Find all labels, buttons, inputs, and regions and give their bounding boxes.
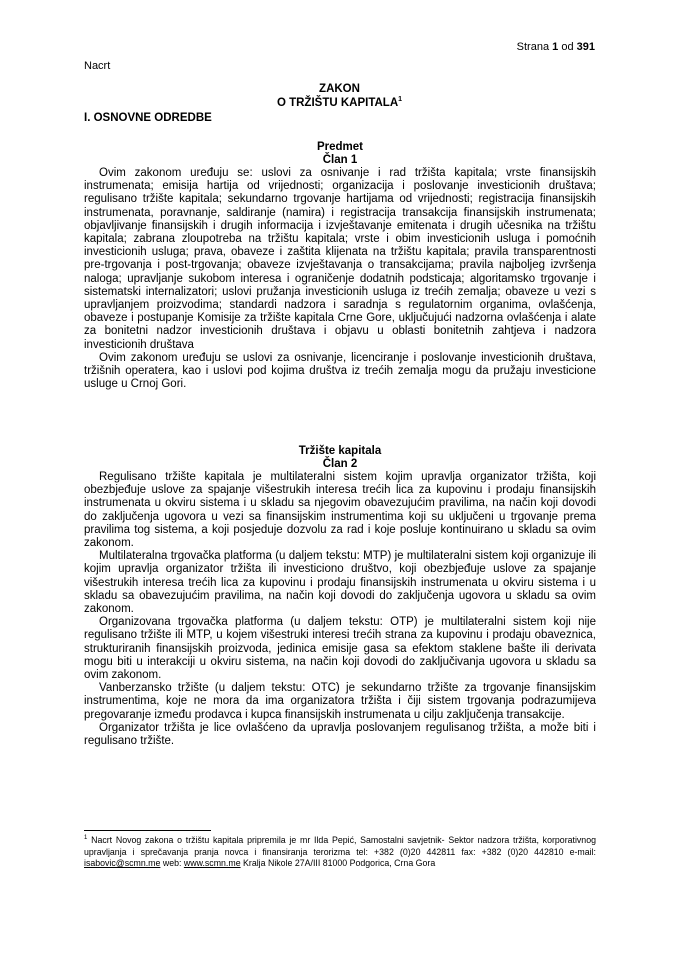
email-link[interactable]: isabovic@scmn.me xyxy=(84,858,161,869)
law-title-text: O TRŽIŠTU KAPITALA xyxy=(276,97,399,109)
paragraph: Vanberzansko tržište (u daljem tekstu: OTC) je sekundarno tržište za trgovanje finansijskim instrumentima, koje ne mora da ima organizatora tržišta i čiji sistem trgovanja podrazumijeva pregovaranje između prodavca i kupca finansijskih instrumenata u cilju zaključenja transakcije. xyxy=(84,682,596,721)
chapter-heading: I. OSNOVNE ODREDBE xyxy=(84,112,212,124)
section-trziste-kapitala xyxy=(84,445,596,748)
law-title-line1: ZAKON xyxy=(319,83,360,95)
paragraph: Organizator tržišta je lice ovlašćeno da upravlja poslovanjem regulisanog tržišta, a može biti i regulisano tržište. xyxy=(84,721,596,748)
article-number: Član 2 xyxy=(322,458,358,470)
footnote xyxy=(84,835,596,870)
paragraph: Regulisano tržište kapitala je multilateralni sistem kojim upravlja organizator tržišta, koji obezbjeđuje uslove za spajanje višestrukih interesa trećih lica za kupovinu i prodaju finansijskih instrumenata u okviru sistema i u skladu sa njegovim obavezujućim pravilima, na način koji dovodi do zaključenja ugovora u vezi sa finansijskim instrumentima koji su uključeni u trgovanje prema pravilima tog sistema, a koji posjeduje dozvolu za rad i koje posluje kontinuirano u skladu sa ovim zakonom. xyxy=(84,471,596,550)
footnote-mark: 1 xyxy=(84,835,88,842)
section-heading: Tržište kapitala xyxy=(298,445,382,457)
footnote-divider xyxy=(84,830,211,831)
page-sep: od xyxy=(561,41,574,53)
law-title-line2 xyxy=(0,96,679,110)
paragraph: Ovim zakonom uređuju se uslovi za osnivanje, licenciranje i poslovanje investicionih društava, tržišnih operatera, kao i uslovi pod kojima društva iz trećih zemalja mogu da pružaju investicione usluge u Crnoj Gori. xyxy=(84,351,596,391)
page-prefix: Strana xyxy=(516,41,550,53)
web-link[interactable]: www.scmn.me xyxy=(183,858,241,869)
section-heading: Predmet xyxy=(316,141,364,153)
paragraph: Multilateralna trgovačka platforma (u daljem tekstu: MTP) je multilateralni sistem koji organizuje ili kojim upravlja organizator tržišta ili investiciono društvo, koji obezbjeđuje uslove za spajanje višestrukih interesa trećih lica za kupovinu i prodaju finansijskih instrumenata u okviru sistema i u skladu sa obavezujućim pravilima, na način koji dovodi do zaključenja ugovora u skladu sa ovim zakonom. xyxy=(84,550,596,616)
draft-label: Nacrt xyxy=(84,60,111,72)
page-total: 391 xyxy=(576,41,595,53)
paragraph: Organizovana trgovačka platforma (u daljem tekstu: OTP) je multilateralni sistem koji nije regulisano tržište ili MTP, u kojem višestruki interesi trećih strana za kupovinu i prodaju obaveznica, strukturiranih finansijskih proizvoda, jedinica emisije gasa sa efektom staklene bašte ili derivata mogu biti u interakciji u okviru sistema, na način koji dovodi do zaključivanja ugovora u skladu sa ovim zakonom. xyxy=(84,616,596,682)
page-number xyxy=(517,41,595,53)
law-title xyxy=(0,82,679,110)
footnote-ref[interactable]: 1 xyxy=(398,96,403,104)
footnote-address: Kralja Nikole 27A/III 81000 Podgorica, Crna Gora xyxy=(240,858,436,869)
footnote-text: Nacrt Novog zakona o tržištu kapitala pripremila je mr Ilda Pepić, Samostalni savjetnik- Sektor nadzora tržišta, korporativnog upravljanja i sprečavanja pranja novca i finansiranja terorizma tel: +382 (0)20 442811 fax: +382 (0)20 442810 e-mail: xyxy=(84,835,596,857)
page-current: 1 xyxy=(552,41,559,53)
section-predmet xyxy=(84,141,596,391)
article-number: Član 1 xyxy=(322,154,358,166)
web-label: web: xyxy=(160,858,184,869)
paragraph: Ovim zakonom uređuju se: uslovi za osnivanje i rad tržišta kapitala; vrste finansijskih instrumenata; emisija hartija od vrijednosti; organizacija i poslovanje investicionih društava; regulisano tržište kapitala; sekundarno trgovanje hartijama od vrijednosti; registracija finansijskih instrumenata, poravnanje, saldiranje (namira) i registracija transakcija finansijskih instrumenata; objavljivanje finansijskih i drugih informacija i izvještavanje emitenata i drugih učesnika na tržištu kapitala; zabrana zloupotreba na tržištu kapitala; vrste i obim investicionih usluga i pomoćnih investicionih usluga; prava, obaveze i zaštita klijenata na tržištu kapitala; pravila transparentnosti pre-trgovanja i post-trgovanja; obaveze izvještavanja o transakcijama; pravila najboljeg izvršenja naloga; upravljanje sukobom interesa i ograničenje dodatnih podsticaja; algoritamsko trgovanje i sistematski internalizatori; uslovi pružanja investicionih usluga iz trećih zemalja; obaveze u vezi s upravljanjem proizvodima; standardi nadzora i saradnja s regulatornim organima, ovlašćenja, obaveze i postupanje Komisije za tržište kapitala Crne Gore, uključujući nadzorna ovlašćenja i alate za bonitetni nadzor investicionih društava i objavu u oblasti bonitetnih zahtjeva i nadzora investicionih društava xyxy=(84,167,596,351)
